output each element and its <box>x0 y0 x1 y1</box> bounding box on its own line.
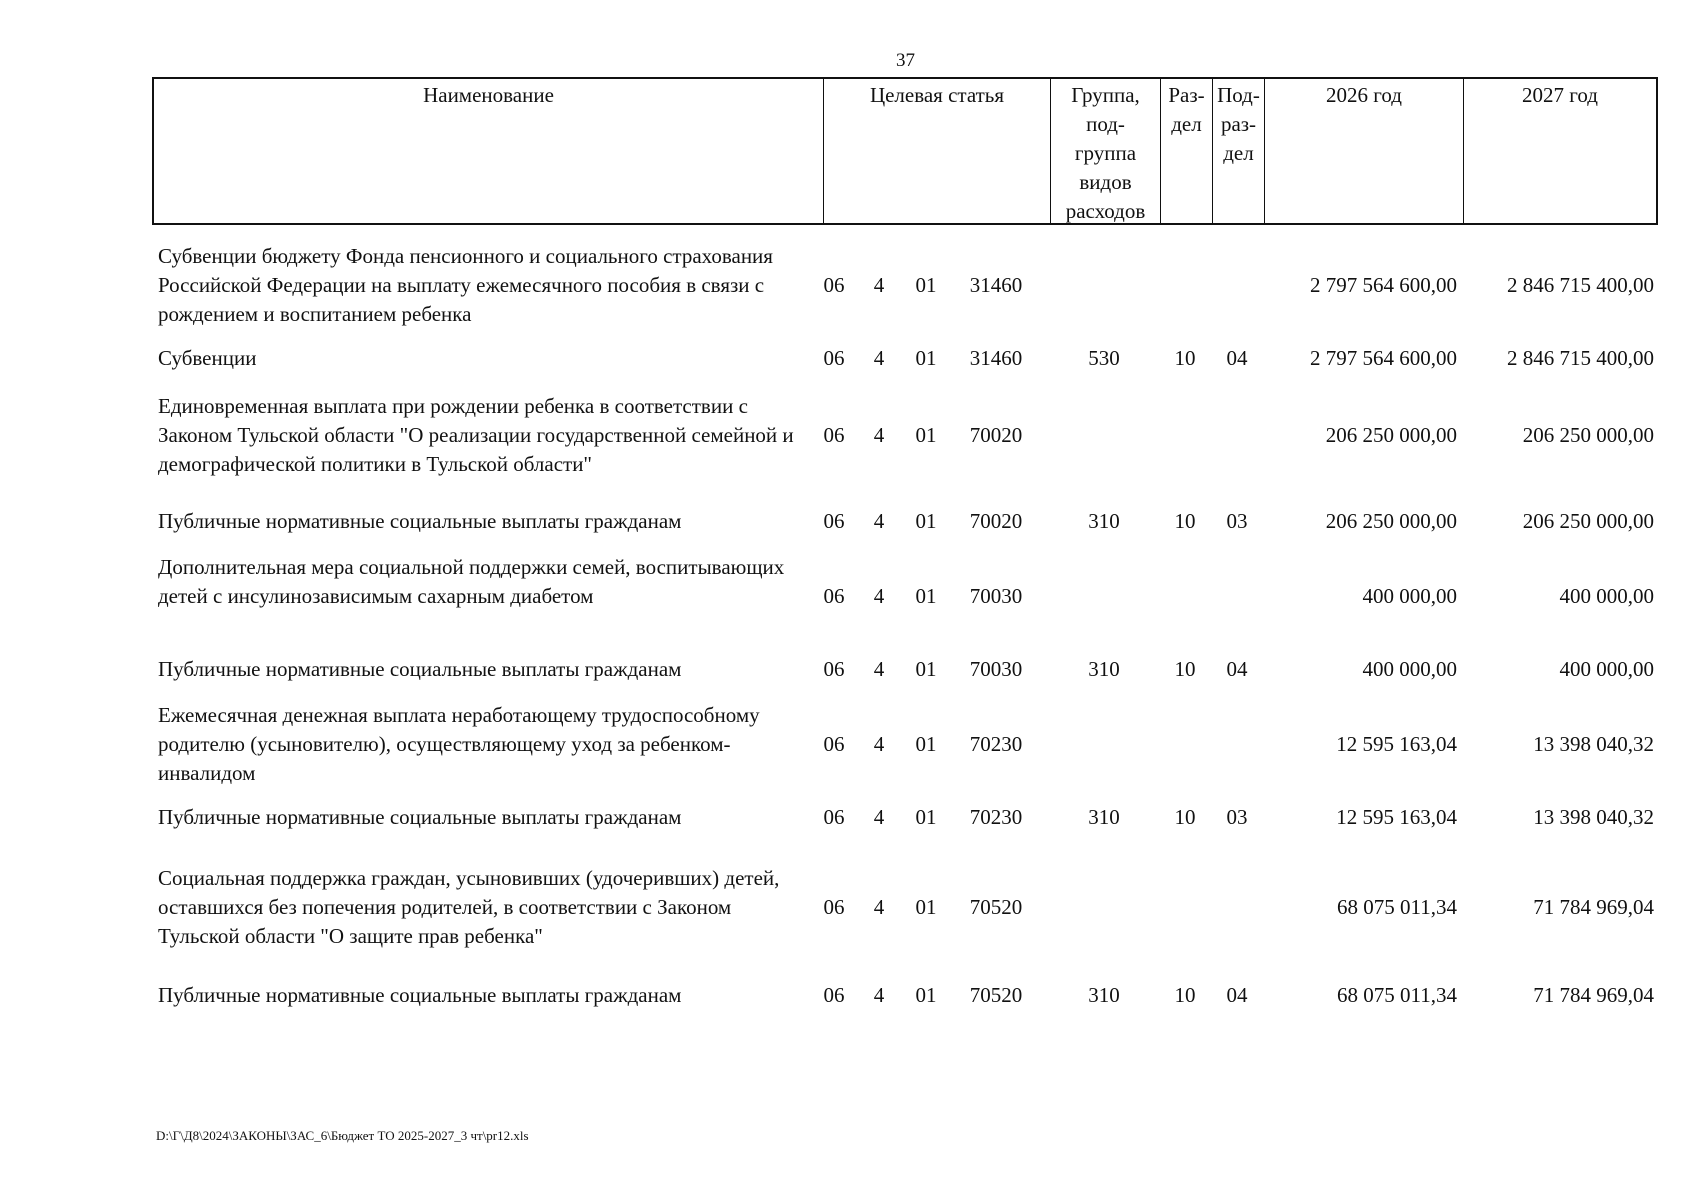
amount-2027: 13 398 040,32 <box>1533 732 1654 756</box>
target-part-3: 01 <box>915 273 937 297</box>
target-part-2: 4 <box>873 657 885 681</box>
amount-2027: 2 846 715 400,00 <box>1507 346 1654 370</box>
target-part-2: 4 <box>873 346 885 370</box>
target-part-1: 06 <box>823 895 845 919</box>
target-part-1: 06 <box>823 509 845 533</box>
amount-2027: 13 398 040,32 <box>1533 805 1654 829</box>
section-code: 10 <box>1174 983 1196 1007</box>
target-part-2: 4 <box>873 273 885 297</box>
amount-2026: 2 797 564 600,00 <box>1310 273 1457 297</box>
header-2026: 2026 год <box>1265 79 1464 223</box>
target-part-1: 06 <box>823 346 845 370</box>
table-row <box>152 981 1658 1010</box>
header-section: Раз- дел <box>1161 79 1213 223</box>
target-part-3: 01 <box>915 584 937 608</box>
target-part-4: 70020 <box>969 509 1023 533</box>
page-number: 37 <box>896 50 915 71</box>
group-code: 310 <box>1088 983 1120 1007</box>
amount-2026: 400 000,00 <box>1362 584 1457 608</box>
group-code: 310 <box>1088 657 1120 681</box>
amount-2026: 206 250 000,00 <box>1325 509 1457 533</box>
header-subsection: Под- раз- дел <box>1213 79 1265 223</box>
target-part-3: 01 <box>915 657 937 681</box>
target-part-4: 70230 <box>969 732 1023 756</box>
row-name: Субвенции бюджету Фонда пенсионного и социального страхования Российской Федерации на выплату ежемесячного пособия в связи с рождением и воспитанием ребенка <box>158 244 773 326</box>
row-name: Социальная поддержка граждан, усыновивших (удочеривших) детей, оставшихся без попечения родителей, в соответствии с Законом Тульской области "О защите прав ребенка" <box>158 866 780 948</box>
amount-2026: 206 250 000,00 <box>1325 423 1457 447</box>
target-part-2: 4 <box>873 895 885 919</box>
group-code: 310 <box>1088 805 1120 829</box>
subsection-code: 04 <box>1226 657 1248 681</box>
row-name: Публичные нормативные социальные выплаты гражданам <box>158 805 682 829</box>
target-part-2: 4 <box>873 509 885 533</box>
amount-2027: 71 784 969,04 <box>1533 895 1654 919</box>
section-code: 10 <box>1174 805 1196 829</box>
table-row <box>152 242 1658 329</box>
header-name: Наименование <box>154 79 824 223</box>
subsection-code: 03 <box>1226 509 1248 533</box>
table-row <box>152 553 1658 640</box>
section-code: 10 <box>1174 346 1196 370</box>
table-header <box>152 77 1658 225</box>
row-name: Дополнительная мера социальной поддержки семей, воспитывающих детей с инсулинозависимым сахарным диабетом <box>158 555 785 608</box>
row-name: Публичные нормативные социальные выплаты гражданам <box>158 657 682 681</box>
target-part-1: 06 <box>823 584 845 608</box>
row-name: Субвенции <box>158 346 257 370</box>
header-target: Целевая статья <box>824 79 1051 223</box>
amount-2026: 12 595 163,04 <box>1336 732 1457 756</box>
target-part-3: 01 <box>915 895 937 919</box>
target-part-4: 31460 <box>969 273 1023 297</box>
target-part-4: 70020 <box>969 423 1023 447</box>
table-row <box>152 803 1658 832</box>
amount-2027: 2 846 715 400,00 <box>1507 273 1654 297</box>
target-part-2: 4 <box>873 983 885 1007</box>
target-part-1: 06 <box>823 805 845 829</box>
table-row <box>152 507 1658 536</box>
row-name: Публичные нормативные социальные выплаты гражданам <box>158 983 682 1007</box>
target-part-4: 70520 <box>969 895 1023 919</box>
amount-2026: 400 000,00 <box>1362 657 1457 681</box>
section-code: 10 <box>1174 657 1196 681</box>
target-part-1: 06 <box>823 657 845 681</box>
row-name: Ежемесячная денежная выплата неработающему трудоспособному родителю (усыновителю), осуществляющему уход за ребенком-инвалидом <box>158 703 760 785</box>
table-row <box>152 392 1658 479</box>
file-path: D:\Г\Д8\2024\ЗАКОНЫ\ЗАС_6\Бюджет ТО 2025-2027_3 чт\pr12.xls <box>156 1128 529 1143</box>
target-part-4: 70030 <box>969 584 1023 608</box>
table-row <box>152 655 1658 684</box>
target-part-4: 70520 <box>969 983 1023 1007</box>
table-row <box>152 864 1658 951</box>
section-code: 10 <box>1174 509 1196 533</box>
target-part-3: 01 <box>915 346 937 370</box>
amount-2026: 12 595 163,04 <box>1336 805 1457 829</box>
target-part-3: 01 <box>915 509 937 533</box>
amount-2027: 71 784 969,04 <box>1533 983 1654 1007</box>
target-part-2: 4 <box>873 732 885 756</box>
target-part-3: 01 <box>915 423 937 447</box>
subsection-code: 04 <box>1226 983 1248 1007</box>
target-part-2: 4 <box>873 423 885 447</box>
amount-2027: 400 000,00 <box>1559 584 1654 608</box>
subsection-code: 03 <box>1226 805 1248 829</box>
target-part-3: 01 <box>915 732 937 756</box>
amount-2026: 68 075 011,34 <box>1337 983 1457 1007</box>
amount-2027: 206 250 000,00 <box>1522 423 1654 447</box>
table-row <box>152 344 1658 373</box>
header-group: Группа, под- группа видов расходов <box>1051 79 1161 223</box>
target-part-3: 01 <box>915 983 937 1007</box>
target-part-4: 70030 <box>969 657 1023 681</box>
subsection-code: 04 <box>1226 346 1248 370</box>
target-part-1: 06 <box>823 423 845 447</box>
header-2027: 2027 год <box>1522 83 1598 107</box>
target-part-4: 31460 <box>969 346 1023 370</box>
table-row <box>152 701 1658 788</box>
target-part-4: 70230 <box>969 805 1023 829</box>
amount-2027: 206 250 000,00 <box>1522 509 1654 533</box>
group-code: 530 <box>1088 346 1120 370</box>
row-name: Публичные нормативные социальные выплаты гражданам <box>158 509 682 533</box>
amount-2026: 68 075 011,34 <box>1337 895 1457 919</box>
row-name: Единовременная выплата при рождении ребенка в соответствии с Законом Тульской области "О реализации государственной семейной и демографической политики в Тульской области" <box>158 394 794 476</box>
amount-2027: 400 000,00 <box>1559 657 1654 681</box>
target-part-1: 06 <box>823 732 845 756</box>
target-part-2: 4 <box>873 584 885 608</box>
group-code: 310 <box>1088 509 1120 533</box>
target-part-2: 4 <box>873 805 885 829</box>
target-part-1: 06 <box>823 273 845 297</box>
amount-2026: 2 797 564 600,00 <box>1310 346 1457 370</box>
target-part-3: 01 <box>915 805 937 829</box>
target-part-1: 06 <box>823 983 845 1007</box>
